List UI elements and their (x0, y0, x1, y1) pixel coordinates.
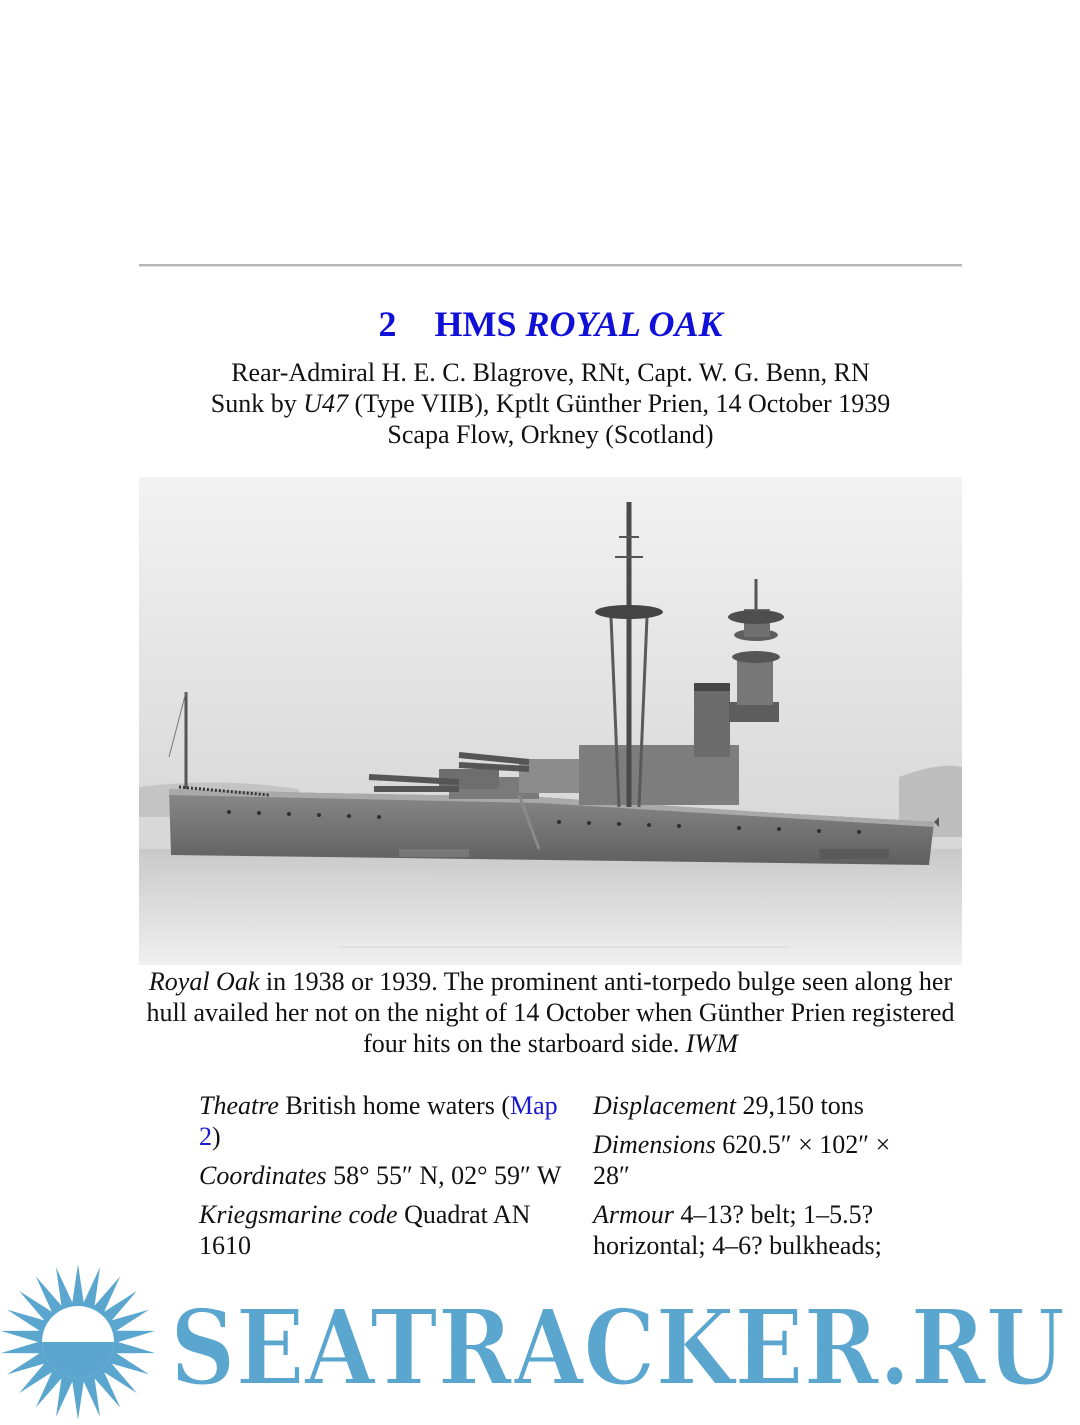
fact-coordinates: Coordinates 58° 55″ N, 02° 59″ W (199, 1161, 562, 1190)
commanders-line: Rear-Admiral H. E. C. Blagrove, RNt, Capt. W. G. Benn, RN (231, 358, 870, 387)
facts-right-column (593, 1090, 903, 1269)
fact-displacement: Displacement 29,150 tons (593, 1091, 864, 1120)
chapter-subheading (139, 357, 962, 450)
battleship-photo-drawing (139, 477, 962, 965)
fact-dimensions: Dimensions 620.5″ × 102″ × 28″ (593, 1130, 891, 1190)
facts-left-column (199, 1090, 581, 1269)
u-boat-name: U47 (303, 389, 349, 418)
fact-theatre: Theatre British home waters (Map 2) (199, 1091, 558, 1151)
chapter-title-ship: ROYAL OAK (525, 304, 723, 344)
fact-kriegsmarine-code: Kriegsmarine code Quadrat AN 1610 (199, 1200, 531, 1260)
watermark-drawing (0, 1262, 1080, 1425)
chapter-heading (139, 302, 962, 346)
battleship-photo (139, 477, 962, 965)
caption-text: in 1938 or 1939. The prominent anti-torpedo bulge seen along her hull availed her not on the night of 14 October when Günther Prien registered four hits on the starboard side. (146, 967, 955, 1058)
photo-caption (139, 966, 962, 1059)
sun-burst-icon (1, 1264, 155, 1420)
watermark-text: SEATRACKER.RU (170, 1286, 1065, 1409)
map-2-link[interactable]: Map 2 (199, 1091, 558, 1151)
location-line: Scapa Flow, Orkney (Scotland) (387, 420, 714, 449)
seatracker-watermark (0, 1262, 1080, 1425)
chapter-number: 2 (378, 304, 397, 344)
sunk-by-line: Sunk by U47 (Type VIIB), Kptlt Günther Prien, 14 October 1939 (210, 389, 891, 418)
section-divider (139, 264, 962, 267)
caption-credit: IWM (685, 1029, 738, 1058)
chapter-title-prefix: HMS (434, 304, 517, 344)
fact-armour: Armour 4–13? belt; 1–5.5? horizontal; 4–6? bulkheads; (593, 1200, 882, 1260)
caption-ship-name: Royal Oak (148, 967, 260, 996)
